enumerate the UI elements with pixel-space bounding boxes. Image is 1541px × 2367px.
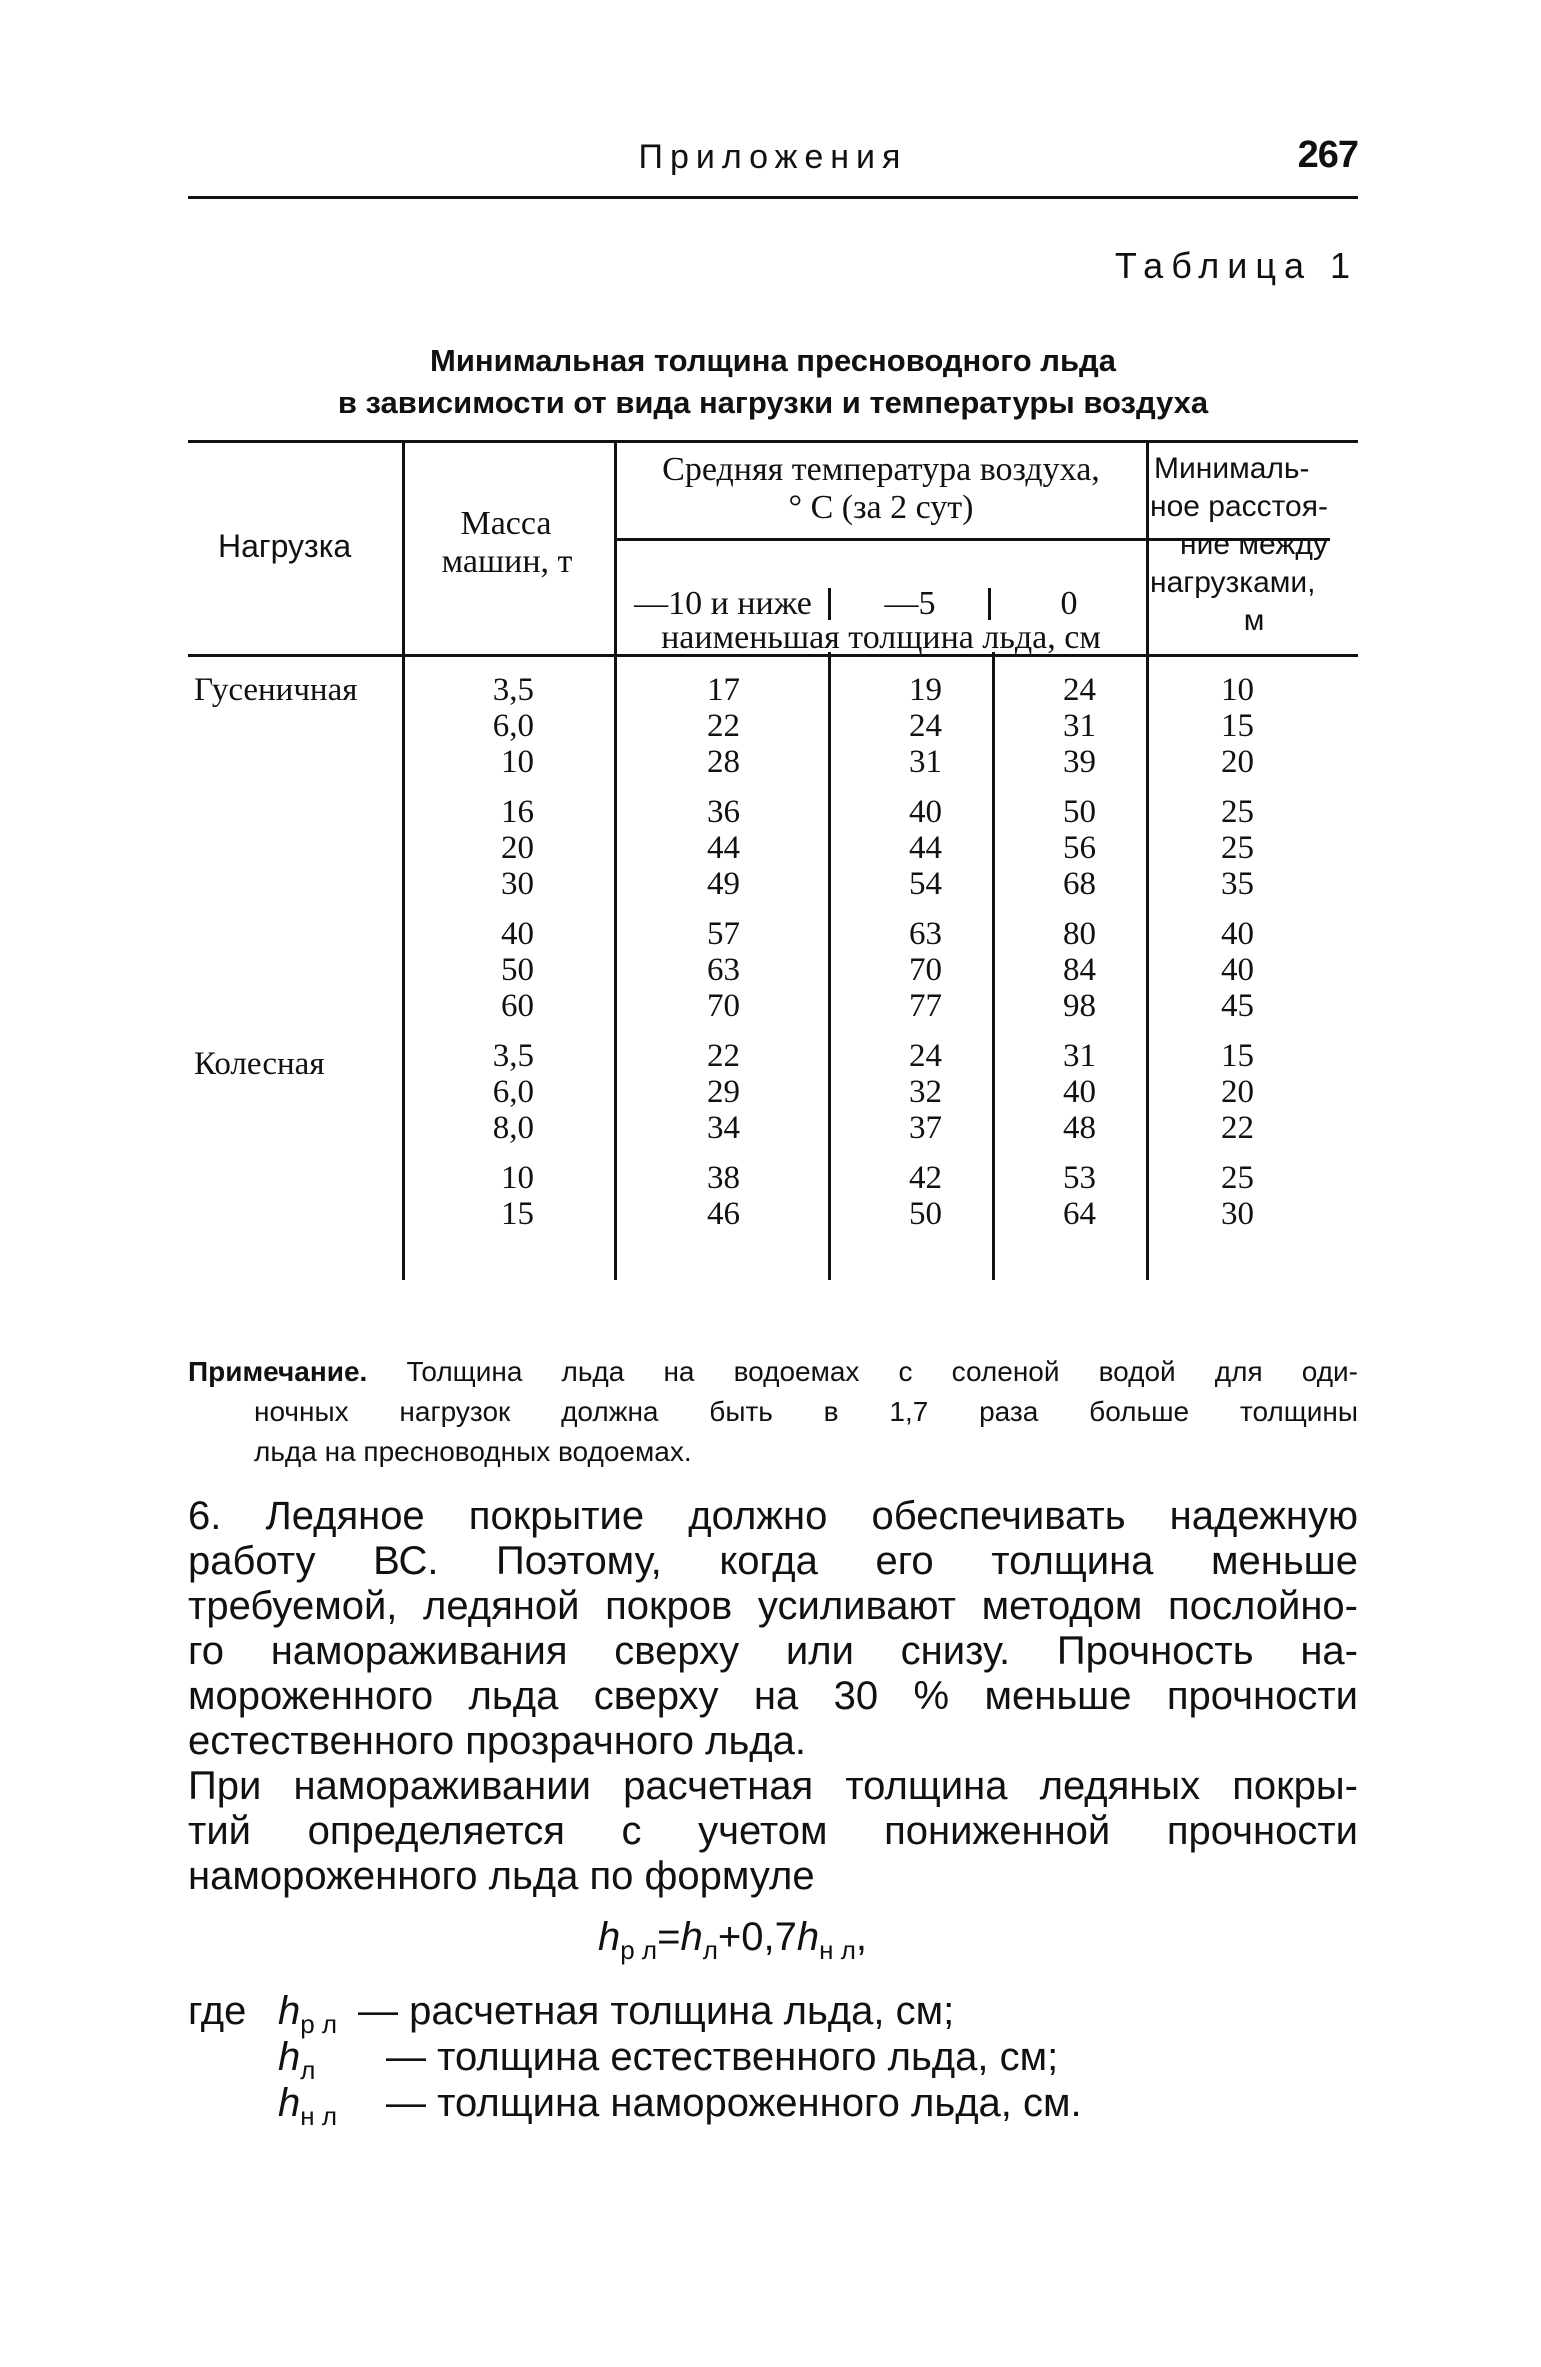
- mass-value: 16: [501, 794, 534, 830]
- formula-eq: =: [657, 1915, 681, 1959]
- legend-symbol-sub: л: [300, 2055, 316, 2085]
- mass-value: 10: [501, 744, 534, 780]
- mass-value-block: [402, 1160, 534, 1232]
- formula-plus: +0,7: [717, 1915, 797, 1959]
- mass-value: 8,0: [492, 1110, 534, 1146]
- mass-value: 6,0: [492, 1074, 534, 1110]
- thickness-zero: 56: [1063, 830, 1096, 866]
- thickness-minus10: 28: [707, 744, 740, 780]
- thickness-minus10-block: [616, 794, 740, 902]
- paragraph-line: требуемой, ледяной покров усиливают методом послойно-: [188, 1584, 1358, 1628]
- paragraph-line: намороженного льда по формуле: [188, 1854, 815, 1898]
- thickness-minus10: 29: [707, 1074, 740, 1110]
- header-temp-2: ° С (за 2 сут): [788, 489, 974, 526]
- header-separator: [988, 588, 991, 620]
- caption-line: Минимальная толщина пресноводного льда: [430, 343, 1116, 378]
- legend-symbol-main: h: [278, 2035, 301, 2079]
- load-wheeled: Колесная: [194, 1046, 325, 1082]
- mass-value-block: [402, 672, 534, 780]
- running-head: [188, 134, 1358, 198]
- mass-value-block: [402, 916, 534, 1024]
- distance-value: 25: [1221, 830, 1254, 866]
- mass-value: 3,5: [492, 1038, 534, 1074]
- thickness-zero: 98: [1063, 988, 1096, 1024]
- thickness-minus5: 37: [909, 1110, 942, 1146]
- thickness-minus10: 22: [707, 1038, 740, 1074]
- thickness-minus5: 70: [909, 952, 942, 988]
- paragraph-line: мороженного льда сверху на 30 % меньше прочности: [188, 1674, 1358, 1718]
- mass-value: 15: [501, 1196, 534, 1232]
- thickness-minus10: 34: [707, 1110, 740, 1146]
- table-top-rule: [188, 440, 1358, 443]
- paragraph-2: [188, 1764, 1358, 1899]
- note-label: Примечание.: [188, 1356, 368, 1387]
- table-label: Таблица 1: [1114, 245, 1358, 286]
- thickness-minus10: 70: [707, 988, 740, 1024]
- thickness-minus5-block: [830, 794, 942, 902]
- legend-symbol-sub: н л: [300, 2101, 338, 2131]
- header-temp-1: Средняя температура воздуха,: [662, 451, 1100, 488]
- distance-value-block: [1148, 672, 1254, 780]
- thickness-minus5: 77: [909, 988, 942, 1024]
- thickness-minus10: 63: [707, 952, 740, 988]
- thickness-zero: 24: [1063, 672, 1096, 708]
- paragraph-line: тий определяется с учетом пониженной прочности: [188, 1809, 1358, 1853]
- mass-value: 50: [501, 952, 534, 988]
- thickness-minus5: 32: [909, 1074, 942, 1110]
- thickness-zero-block: [994, 672, 1096, 780]
- distance-value: 10: [1221, 672, 1254, 708]
- header-load: Нагрузка: [218, 528, 352, 564]
- header-mass-1: Масса: [460, 505, 552, 542]
- legend-symbol-main: h: [278, 2081, 301, 2125]
- legend-symbol: [278, 2080, 337, 2139]
- caption-line: в зависимости от вида нагрузки и температуры воздуха: [337, 385, 1209, 420]
- legend-description: — расчетная толщина льда, см;: [358, 1989, 955, 2033]
- thickness-minus10: 49: [707, 866, 740, 902]
- formula-t2: h: [796, 1915, 820, 1959]
- thickness-minus5: 19: [909, 672, 942, 708]
- thickness-zero: 48: [1063, 1110, 1096, 1146]
- thickness-minus10-block: [616, 1160, 740, 1232]
- formula-t2-sub: н л: [819, 1935, 856, 1965]
- page-number: 267: [1297, 134, 1358, 176]
- thickness-zero: 31: [1063, 708, 1096, 744]
- table-note: [188, 1352, 1358, 1472]
- distance-value-block: [1148, 1160, 1254, 1232]
- distance-value: 40: [1221, 952, 1254, 988]
- thickness-minus5-block: [830, 672, 942, 780]
- header-temp-0: 0: [1060, 585, 1078, 622]
- distance-value-block: [1148, 1038, 1254, 1146]
- distance-value: 25: [1221, 794, 1254, 830]
- thickness-minus10: 46: [707, 1196, 740, 1232]
- distance-value-block: [1148, 794, 1254, 902]
- distance-value: 45: [1221, 988, 1254, 1024]
- mass-value: 20: [501, 830, 534, 866]
- legend-where: где: [188, 1989, 247, 2033]
- thickness-zero: 64: [1063, 1196, 1096, 1232]
- paragraph-line: работу ВС. Поэтому, когда его толщина меньше: [188, 1539, 1358, 1583]
- mass-value: 10: [501, 1160, 534, 1196]
- thickness-zero: 84: [1063, 952, 1096, 988]
- thickness-minus10: 44: [707, 830, 740, 866]
- formula: [598, 1915, 867, 1966]
- table-caption: [188, 340, 1358, 424]
- thickness-minus10-block: [616, 916, 740, 1024]
- distance-value: 40: [1221, 916, 1254, 952]
- paragraph-line: 6. Ледяное покрытие должно обеспечивать надежную: [188, 1494, 1358, 1538]
- note-text: Толщина льда на водоемах с соленой водой для оди-: [406, 1356, 1359, 1387]
- thickness-minus5-block: [830, 1160, 942, 1232]
- thickness-minus10-block: [616, 672, 740, 780]
- header-distance-line: нагрузками,: [1150, 566, 1316, 599]
- distance-value-block: [1148, 916, 1254, 1024]
- paragraph-line: го намораживания сверху или снизу. Прочность на-: [188, 1629, 1358, 1673]
- thickness-zero: 50: [1063, 794, 1096, 830]
- header-distance: [1150, 450, 1358, 640]
- paragraph-line: естественного прозрачного льда.: [188, 1719, 807, 1763]
- load-tracked: Гусеничная: [194, 672, 358, 708]
- thickness-minus5: 24: [909, 1038, 942, 1074]
- thickness-minus10: 17: [707, 672, 740, 708]
- formula-end: ,: [855, 1915, 867, 1959]
- header-temp-minus5: —5: [884, 585, 936, 622]
- thickness-minus10: 38: [707, 1160, 740, 1196]
- thickness-minus5: 54: [909, 866, 942, 902]
- formula-t1-sub: л: [702, 1935, 718, 1965]
- distance-value: 20: [1221, 744, 1254, 780]
- thickness-minus5: 31: [909, 744, 942, 780]
- header-mass-2: машин, т: [441, 543, 573, 580]
- header-distance-line: ное расстоя-: [1150, 490, 1328, 523]
- formula-lhs: h: [598, 1915, 621, 1959]
- distance-value: 25: [1221, 1160, 1254, 1196]
- note-line-2: ночных нагрузок должна быть в 1,7 раза больше толщины: [254, 1396, 1358, 1427]
- header-rule: [188, 196, 1358, 199]
- thickness-zero-block: [994, 794, 1096, 902]
- mass-value-block: [402, 1038, 534, 1146]
- paragraph-line: При намораживании расчетная толщина ледяных покры-: [188, 1764, 1358, 1808]
- mass-value: 30: [501, 866, 534, 902]
- mass-value: 6,0: [492, 708, 534, 744]
- thickness-zero-block: [994, 1038, 1096, 1146]
- thickness-minus5: 24: [909, 708, 942, 744]
- mass-value: 40: [501, 916, 534, 952]
- thickness-minus5-block: [830, 916, 942, 1024]
- distance-value: 30: [1221, 1196, 1254, 1232]
- ice-thickness-table: [188, 440, 1358, 1280]
- thickness-zero: 39: [1063, 744, 1096, 780]
- formula-t1: h: [680, 1915, 703, 1959]
- distance-value: 35: [1221, 866, 1254, 902]
- header-thickness: наименьшая толщина льда, см: [661, 619, 1101, 656]
- header-distance-line: Минималь-: [1154, 452, 1310, 485]
- thickness-zero: 40: [1063, 1074, 1096, 1110]
- thickness-minus10: 22: [707, 708, 740, 744]
- thickness-minus5: 44: [909, 830, 942, 866]
- thickness-minus10: 36: [707, 794, 740, 830]
- thickness-minus10-block: [616, 1038, 740, 1146]
- thickness-zero-block: [994, 1160, 1096, 1232]
- note-line-3: льда на пресноводных водоемах.: [254, 1436, 692, 1467]
- note-line-1: [188, 1352, 1358, 1392]
- mass-value: 3,5: [492, 672, 534, 708]
- thickness-minus5-block: [830, 1038, 942, 1146]
- distance-value: 20: [1221, 1074, 1254, 1110]
- thickness-zero: 31: [1063, 1038, 1096, 1074]
- mass-value-block: [402, 794, 534, 902]
- paragraph-1: [188, 1494, 1358, 1764]
- mass-value: 60: [501, 988, 534, 1024]
- thickness-minus5: 63: [909, 916, 942, 952]
- distance-value: 15: [1221, 708, 1254, 744]
- header-separator: [828, 588, 831, 620]
- legend-description: — толщина естественного льда, см;: [386, 2035, 1059, 2079]
- thickness-zero-block: [994, 916, 1096, 1024]
- legend-symbol-main: h: [278, 1989, 301, 2033]
- running-title: Приложения: [638, 138, 908, 176]
- legend-description: — толщина намороженного льда, см.: [386, 2081, 1082, 2125]
- thickness-minus5: 42: [909, 1160, 942, 1196]
- distance-value: 22: [1221, 1110, 1254, 1146]
- distance-value: 15: [1221, 1038, 1254, 1074]
- formula-lhs-sub: р л: [620, 1935, 658, 1965]
- header-temp-minus10: —10 и ниже: [634, 585, 812, 622]
- thickness-minus5: 40: [909, 794, 942, 830]
- thickness-zero: 80: [1063, 916, 1096, 952]
- header-distance-line: м: [1243, 604, 1265, 637]
- thickness-zero: 53: [1063, 1160, 1096, 1196]
- thickness-zero: 68: [1063, 866, 1096, 902]
- thickness-minus5: 50: [909, 1196, 942, 1232]
- header-distance-line: ние между: [1180, 528, 1328, 561]
- legend-symbol-sub: р л: [300, 2009, 338, 2039]
- thickness-minus10: 57: [707, 916, 740, 952]
